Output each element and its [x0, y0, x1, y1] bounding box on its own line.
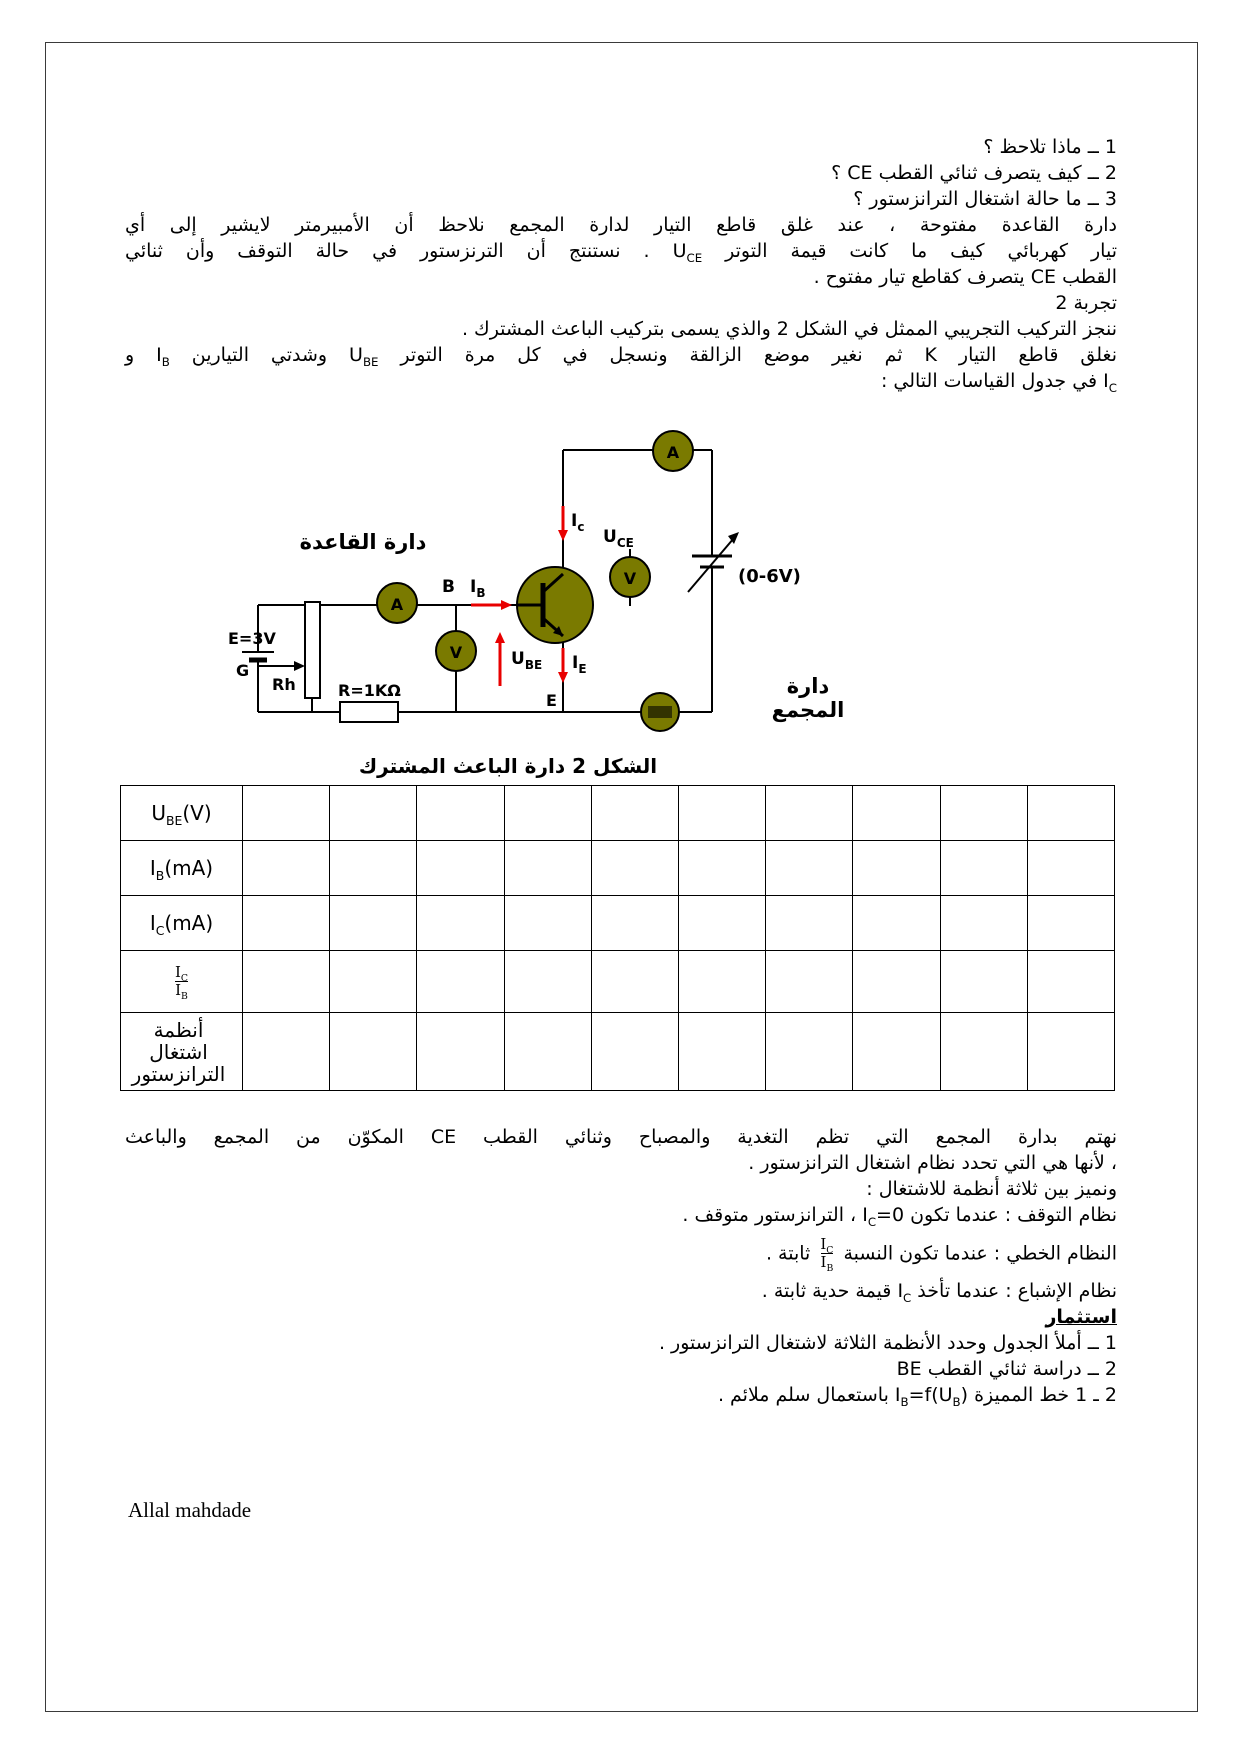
b-terminal-label: B: [442, 577, 455, 597]
voltmeter-uce-letter: V: [623, 569, 637, 588]
analysis-line3: ونميز بين ثلاثة أنظمة للاشتغال :: [866, 1178, 1117, 1200]
table-cell: [1027, 841, 1114, 896]
table-cell: [243, 951, 330, 1013]
table-cell: [940, 951, 1027, 1013]
regime-saturation-line: نظام الإشباع : عندما تأخذ $I_C$ قيمة حدية ثابتة .: [761, 1279, 1117, 1305]
table-cell: [678, 896, 765, 951]
table-cell: [678, 951, 765, 1013]
table-cell: [853, 786, 940, 841]
table-cell: [243, 786, 330, 841]
ic-over-ib-fraction: $\frac{I_C}{I_B}$: [174, 962, 189, 1002]
table-cell: [766, 786, 853, 841]
ie-label: $I_E$: [572, 653, 587, 676]
row-label-ic: $I_C(mA)$: [121, 896, 243, 951]
table-row-ic: [121, 896, 1115, 951]
table-cell: [504, 896, 591, 951]
table-cell: [504, 951, 591, 1013]
question-3: 3 ــ ما حالة اشتغال الترانزستور ؟: [853, 188, 1117, 210]
table-cell: [243, 841, 330, 896]
intro-text-block: [125, 134, 1117, 394]
current-arrow-ie: [558, 648, 568, 683]
table-cell: [417, 896, 504, 951]
table-cell: [1027, 951, 1114, 1013]
ammeter-collector: [653, 431, 693, 471]
paragraph-observation-line3: القطب CE يتصرف كقاطع تيار مفتوح .: [813, 266, 1117, 288]
table-cell: [1027, 896, 1114, 951]
table-row-ib: [121, 841, 1115, 896]
collector-circuit-label: دارة المجمع: [771, 674, 845, 722]
table-cell: [591, 786, 678, 841]
experiment-2-heading: تجربة 2: [1055, 292, 1117, 314]
exploitation-heading: استثمار: [1045, 1305, 1117, 1328]
voltage-arrow-ube: [495, 632, 505, 686]
ib-label: $I_B$: [470, 577, 486, 600]
battery: [242, 652, 274, 660]
question-2: 2 ــ كيف يتصرف ثنائي القطب CE ؟: [831, 162, 1117, 184]
table-cell: [853, 896, 940, 951]
ube-label: $U_{BE}$: [511, 649, 543, 672]
measurements-table: [120, 785, 1115, 1091]
author-footer: Allal mahdade: [128, 1498, 252, 1522]
table-cell: [940, 1013, 1027, 1091]
table-cell: [591, 896, 678, 951]
variable-supply: [688, 532, 739, 592]
table-cell: [1027, 786, 1114, 841]
table-cell: [417, 841, 504, 896]
table-cell: [504, 1013, 591, 1091]
table-cell: [766, 1013, 853, 1091]
table-cell: [678, 786, 765, 841]
generator-label: G: [236, 661, 250, 680]
rheostat-label: Rh: [272, 675, 296, 694]
table-cell: [853, 841, 940, 896]
voltmeter-ube: [436, 631, 476, 671]
analysis-line2: ، لأنها هي التي تحدد نظام اشتغال الترانزستور .: [748, 1152, 1117, 1174]
regime-linear-line: النظام الخطي : عندما تكون النسبة $\frac{I_C}{I_B}$ ثابتة .: [765, 1235, 1117, 1275]
table-cell: [766, 951, 853, 1013]
table-cell: [243, 896, 330, 951]
figure-caption: الشكل 2 دارة الباعث المشترك: [358, 754, 658, 778]
analysis-text-block: [125, 1124, 1117, 1408]
table-cell: [940, 896, 1027, 951]
circuit-diagram: [228, 430, 908, 780]
ammeter-collector-letter: A: [666, 443, 680, 462]
row-label-ib: $I_B(mA)$: [121, 841, 243, 896]
paragraph-observation-line2: تيار كهربائي كيف ما كانت قيمة التوتر $U_{CE}$ . نستنتج أن الترنزستور في حالة التوقف وأن ثنائي: [125, 240, 1117, 265]
transistor: [517, 567, 593, 643]
ammeter-base-letter: A: [390, 595, 404, 614]
row-label-regimes: أنظمة اشتغال الترانزستور: [121, 1013, 243, 1091]
table-cell: [243, 1013, 330, 1091]
resistor: [340, 702, 398, 722]
table-cell: [417, 951, 504, 1013]
task-2-line: 2 ــ دراسة ثنائي القطب BE: [896, 1357, 1117, 1380]
table-cell: [591, 951, 678, 1013]
experiment-2-line2: نغلق قاطع التيار K ثم نغير موضع الزالقة ونسجل في كل مرة التوتر $U_{BE}$ وشدتي التيارين $I_B$ و: [125, 344, 1117, 369]
table-cell: [678, 841, 765, 896]
ic-over-ib-inline-fraction: $\frac{I_C}{I_B}$: [820, 1235, 834, 1275]
task-1-line: 1 ــ أملأ الجدول وحدد الأنظمة الثلاثة لاشتغال الترانزستور .: [658, 1331, 1117, 1354]
voltmeter-uce: [610, 557, 650, 597]
battery-voltage-label: E=3V: [228, 629, 276, 648]
ammeter-base: [377, 583, 417, 623]
row-label-ratio: [121, 951, 243, 1013]
table-cell: [678, 1013, 765, 1091]
task-2-1-line: 2 ـ 1 خط المميزة $I_B=f(U_B)$ باستعمال سلم ملائم .: [717, 1383, 1117, 1409]
table-cell: [417, 786, 504, 841]
resistor-value-label: R=1KΩ: [338, 681, 401, 700]
table-cell: [853, 1013, 940, 1091]
table-cell: [504, 841, 591, 896]
table-cell: [591, 841, 678, 896]
experiment-2-line3: $I_C$ في جدول القياسات التالي :: [880, 370, 1117, 395]
e-terminal-label: E: [546, 691, 557, 710]
table-row-ube: [121, 786, 1115, 841]
table-row-regimes: [121, 1013, 1115, 1091]
uce-label: $U_{CE}$: [603, 527, 634, 550]
voltmeter-ube-letter: V: [449, 643, 463, 662]
regime-cutoff-line: نظام التوقف : عندما تكون $I_C=0$ ، الترانزستور متوقف .: [682, 1204, 1117, 1229]
current-arrow-ib: [471, 600, 512, 610]
experiment-2-line1: ننجز التركيب التجريبي الممثل في الشكل 2 والذي يسمى بتركيب الباعث المشترك .: [461, 318, 1117, 340]
table-cell: [417, 1013, 504, 1091]
table-cell: [766, 841, 853, 896]
table-cell: [591, 1013, 678, 1091]
table-cell: [330, 841, 417, 896]
table-cell: [940, 786, 1027, 841]
row-label-ube: $U_{BE}(V)$: [121, 786, 243, 841]
table-cell: [330, 896, 417, 951]
table-cell: [1027, 1013, 1114, 1091]
current-arrow-ic: [558, 506, 568, 541]
rheostat: [305, 602, 320, 698]
table-cell: [766, 896, 853, 951]
paragraph-observation-line1: دارة القاعدة مفتوحة ، عند غلق قاطع التيار لدارة المجمع نلاحظ أن الأمبيرمتر لايشير إلى أي: [125, 214, 1117, 236]
table-cell: [853, 951, 940, 1013]
base-circuit-label: دارة القاعدة: [299, 530, 427, 554]
circuit-figure: [228, 430, 908, 780]
table-cell: [330, 1013, 417, 1091]
ic-label: $I_c$: [571, 511, 585, 534]
table-cell: [330, 951, 417, 1013]
table-cell: [940, 841, 1027, 896]
lamp: [641, 693, 679, 731]
table-cell: [330, 786, 417, 841]
table-row-ratio: [121, 951, 1115, 1013]
table-cell: [504, 786, 591, 841]
question-1: 1 ــ ماذا تلاحظ ؟: [983, 136, 1117, 158]
supply-range-label: (0-6V): [738, 566, 801, 587]
analysis-line1: نهتم بدارة المجمع التي تظم التغدية والمصباح وثنائي القطب CE المكوّن من المجمع والباعث: [125, 1126, 1117, 1148]
